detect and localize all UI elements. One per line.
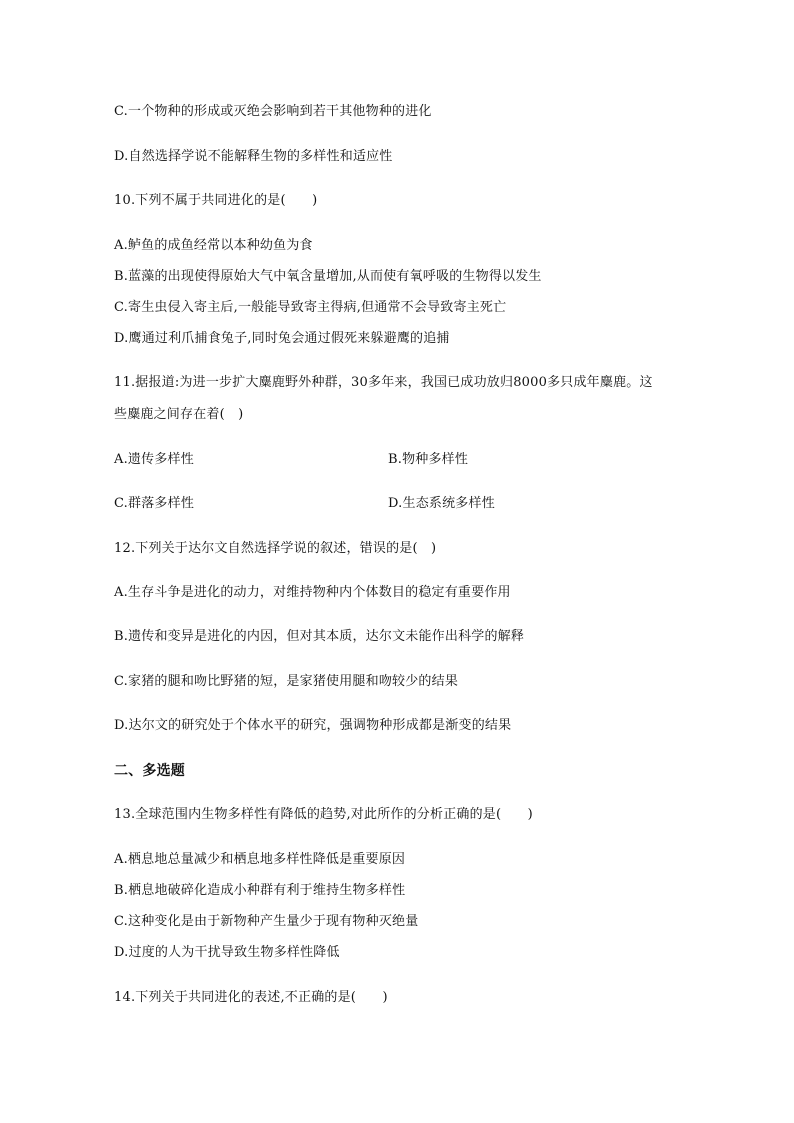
- q11-option-c: C.群落多样性: [114, 496, 195, 511]
- question-11-line-1: 11.据报道:为进一步扩大麋鹿野外种群，30多年来，我国已成功放归8000多只成年麋鹿。这: [114, 375, 653, 390]
- q10-option-b: B.蓝藻的出现使得原始大气中氧含量增加,从而使有氧呼吸的生物得以发生: [114, 269, 542, 284]
- q11-option-b: B.物种多样性: [388, 452, 469, 467]
- q9-option-d: D.自然选择学说不能解释生物的多样性和适应性: [114, 149, 393, 164]
- question-10: 10.下列不属于共同进化的是( ): [114, 193, 318, 208]
- q13-option-d: D.过度的人为干扰导致生物多样性降低: [114, 945, 340, 960]
- q12-option-c: C.家猪的腿和吻比野猪的短，是家猪使用腿和吻较少的结果: [114, 674, 459, 689]
- q10-option-a: A.鲈鱼的成鱼经常以本种幼鱼为食: [114, 238, 313, 253]
- q11-option-a: A.遗传多样性: [114, 452, 194, 467]
- q12-option-d: D.达尔文的研究处于个体水平的研究，强调物种形成都是渐变的结果: [114, 718, 512, 733]
- section-heading: 二、多选题: [114, 763, 185, 779]
- q10-option-d: D.鹰通过利爪捕食兔子,同时兔会通过假死来躲避鹰的追捕: [114, 331, 450, 346]
- q12-option-b: B.遗传和变异是进化的内因，但对其本质，达尔文未能作出科学的解释: [114, 629, 525, 644]
- q12-option-a: A.生存斗争是进化的动力，对维持物种内个体数目的稳定有重要作用: [114, 585, 511, 600]
- q11-option-d: D.生态系统多样性: [388, 496, 495, 511]
- q13-option-a: A.栖息地总量减少和栖息地多样性降低是重要原因: [114, 852, 406, 867]
- q13-option-b: B.栖息地破碎化造成小种群有利于维持生物多样性: [114, 883, 406, 898]
- question-11-line-2: 些麋鹿之间存在着( ): [114, 407, 244, 422]
- question-13: 13.全球范围内生物多样性有降低的趋势,对此所作的分析正确的是( ): [114, 807, 533, 822]
- question-14: 14.下列关于共同进化的表述,不正确的是( ): [114, 990, 388, 1005]
- q13-option-c: C.这种变化是由于新物种产生量少于现有物种灭绝量: [114, 914, 419, 929]
- q10-option-c: C.寄生虫侵入寄主后,一般能导致寄主得病,但通常不会导致寄主死亡: [114, 300, 507, 315]
- question-12: 12.下列关于达尔文自然选择学说的叙述，错误的是( ): [114, 541, 437, 556]
- q9-option-c: C.一个物种的形成或灭绝会影响到若干其他物种的进化: [114, 104, 432, 119]
